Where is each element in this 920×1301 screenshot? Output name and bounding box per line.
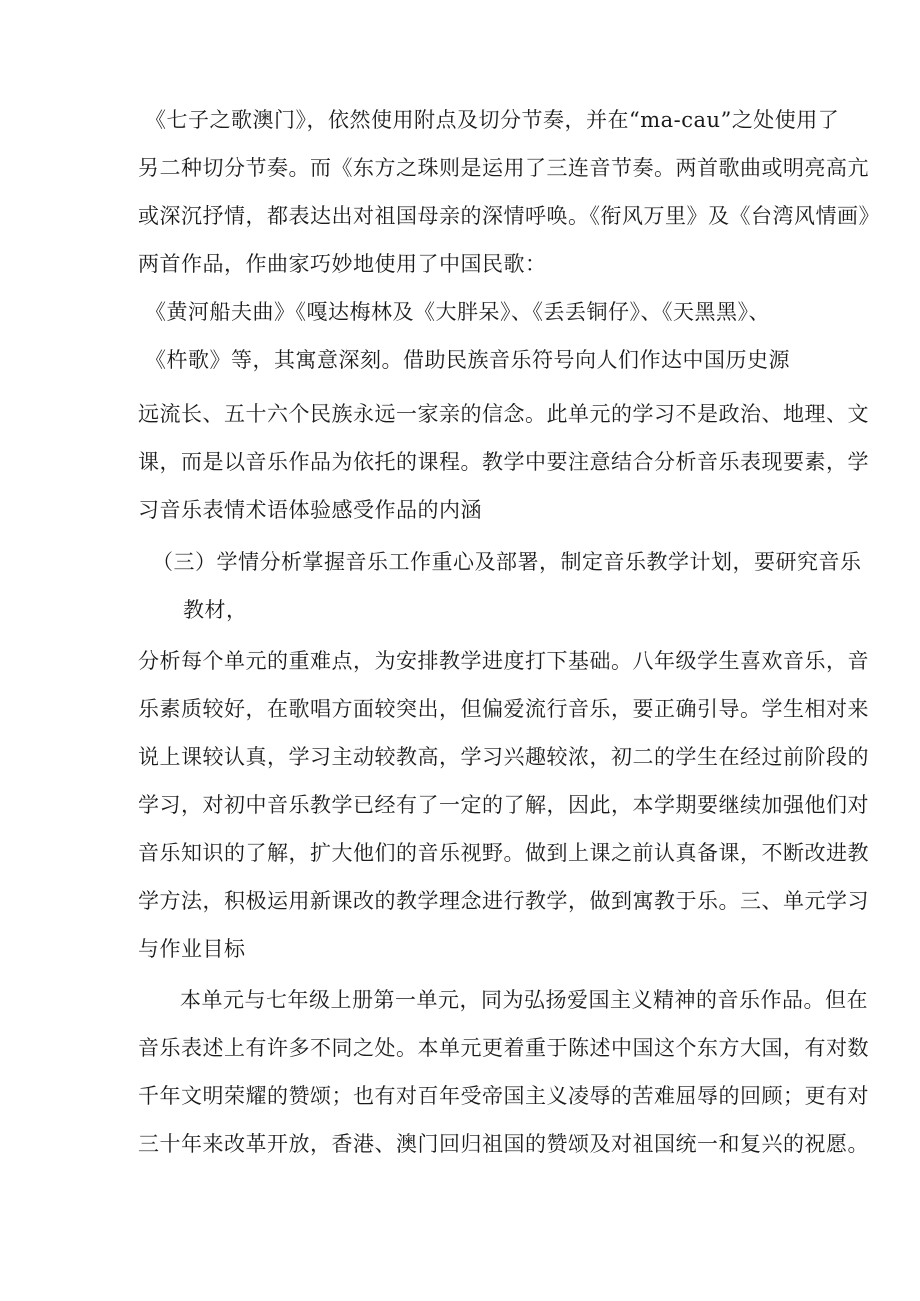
text-line: 远流长、五十六个民族永远一家亲的信念。此单元的学习不是政治、地理、文 (138, 402, 869, 426)
text-line: 《黄河船夫曲》《嘎达梅林及《大胖呆》、《丢丢铜仔》、《天黑黑》、 (145, 300, 770, 324)
text-line: 分析每个单元的重难点，为安排教学进度打下基础。八年级学生喜欢音乐，音 (138, 649, 869, 673)
text-line: 音乐知识的了解，扩大他们的音乐视野。做到上课之前认真备课，不断改进教 (138, 841, 869, 865)
text-line: 学习，对初中音乐教学已经有了一定的了解，因此，本学期要继续加强他们对 (138, 793, 869, 817)
text-line: 《七子之歌澳门》，依然使用附点及切分节奏，并在“ma-cau”之处使用了 (145, 108, 840, 132)
text-line: 与作业目标 (138, 937, 246, 961)
text-line: 千年文明荣耀的赞颂；也有对百年受帝国主义凌辱的苦难屈辱的回顾；更有对 (138, 1084, 869, 1108)
section-heading: （三）学情分析掌握音乐工作重心及部署，制定音乐教学计划，要研究音乐 (152, 550, 862, 574)
text-line: 两首作品，作曲家巧妙地使用了中国民歌： (138, 252, 547, 276)
text-line: 三十年来改革开放，香港、澳门回归祖国的赞颂及对祖国统一和复兴的祝愿。 (138, 1132, 869, 1156)
text-line: 说上课较认真，学习主动较教高，学习兴趣较浓，初二的学生在经过前阶段的 (138, 745, 869, 769)
text-line: 《杵歌》等，其寓意深刻。借助民族音乐符号向人们作达中国历史源 (145, 348, 790, 372)
text-line: 教材， (183, 598, 248, 622)
text-line: 学方法，积极运用新课改的教学理念进行教学，做到寓教于乐。三、单元学习 (138, 889, 869, 913)
text-line: 乐素质较好，在歌唱方面较突出，但偏爱流行音乐，要正确引导。学生相对来 (138, 697, 869, 721)
text-line: 另二种切分节奏。而《东方之珠则是运用了三连音节奏。两首歌曲或明亮高亢 (138, 156, 869, 180)
text-line: 本单元与七年级上册第一单元，同为弘扬爱国主义精神的音乐作品。但在 (180, 988, 868, 1012)
text-line: 课，而是以音乐作品为依托的课程。教学中要注意结合分析音乐表现要素，学 (138, 450, 869, 474)
text-line: 音乐表述上有许多不同之处。本单元更着重于陈述中国这个东方大国，有对数 (138, 1036, 869, 1060)
text-line: 习音乐表情术语体验感受作品的内涵 (138, 498, 482, 522)
text-line: 或深沉抒情，都表达出对祖国母亲的深情呼唤。《衔风万里》及《台湾风情画》 (138, 204, 880, 228)
